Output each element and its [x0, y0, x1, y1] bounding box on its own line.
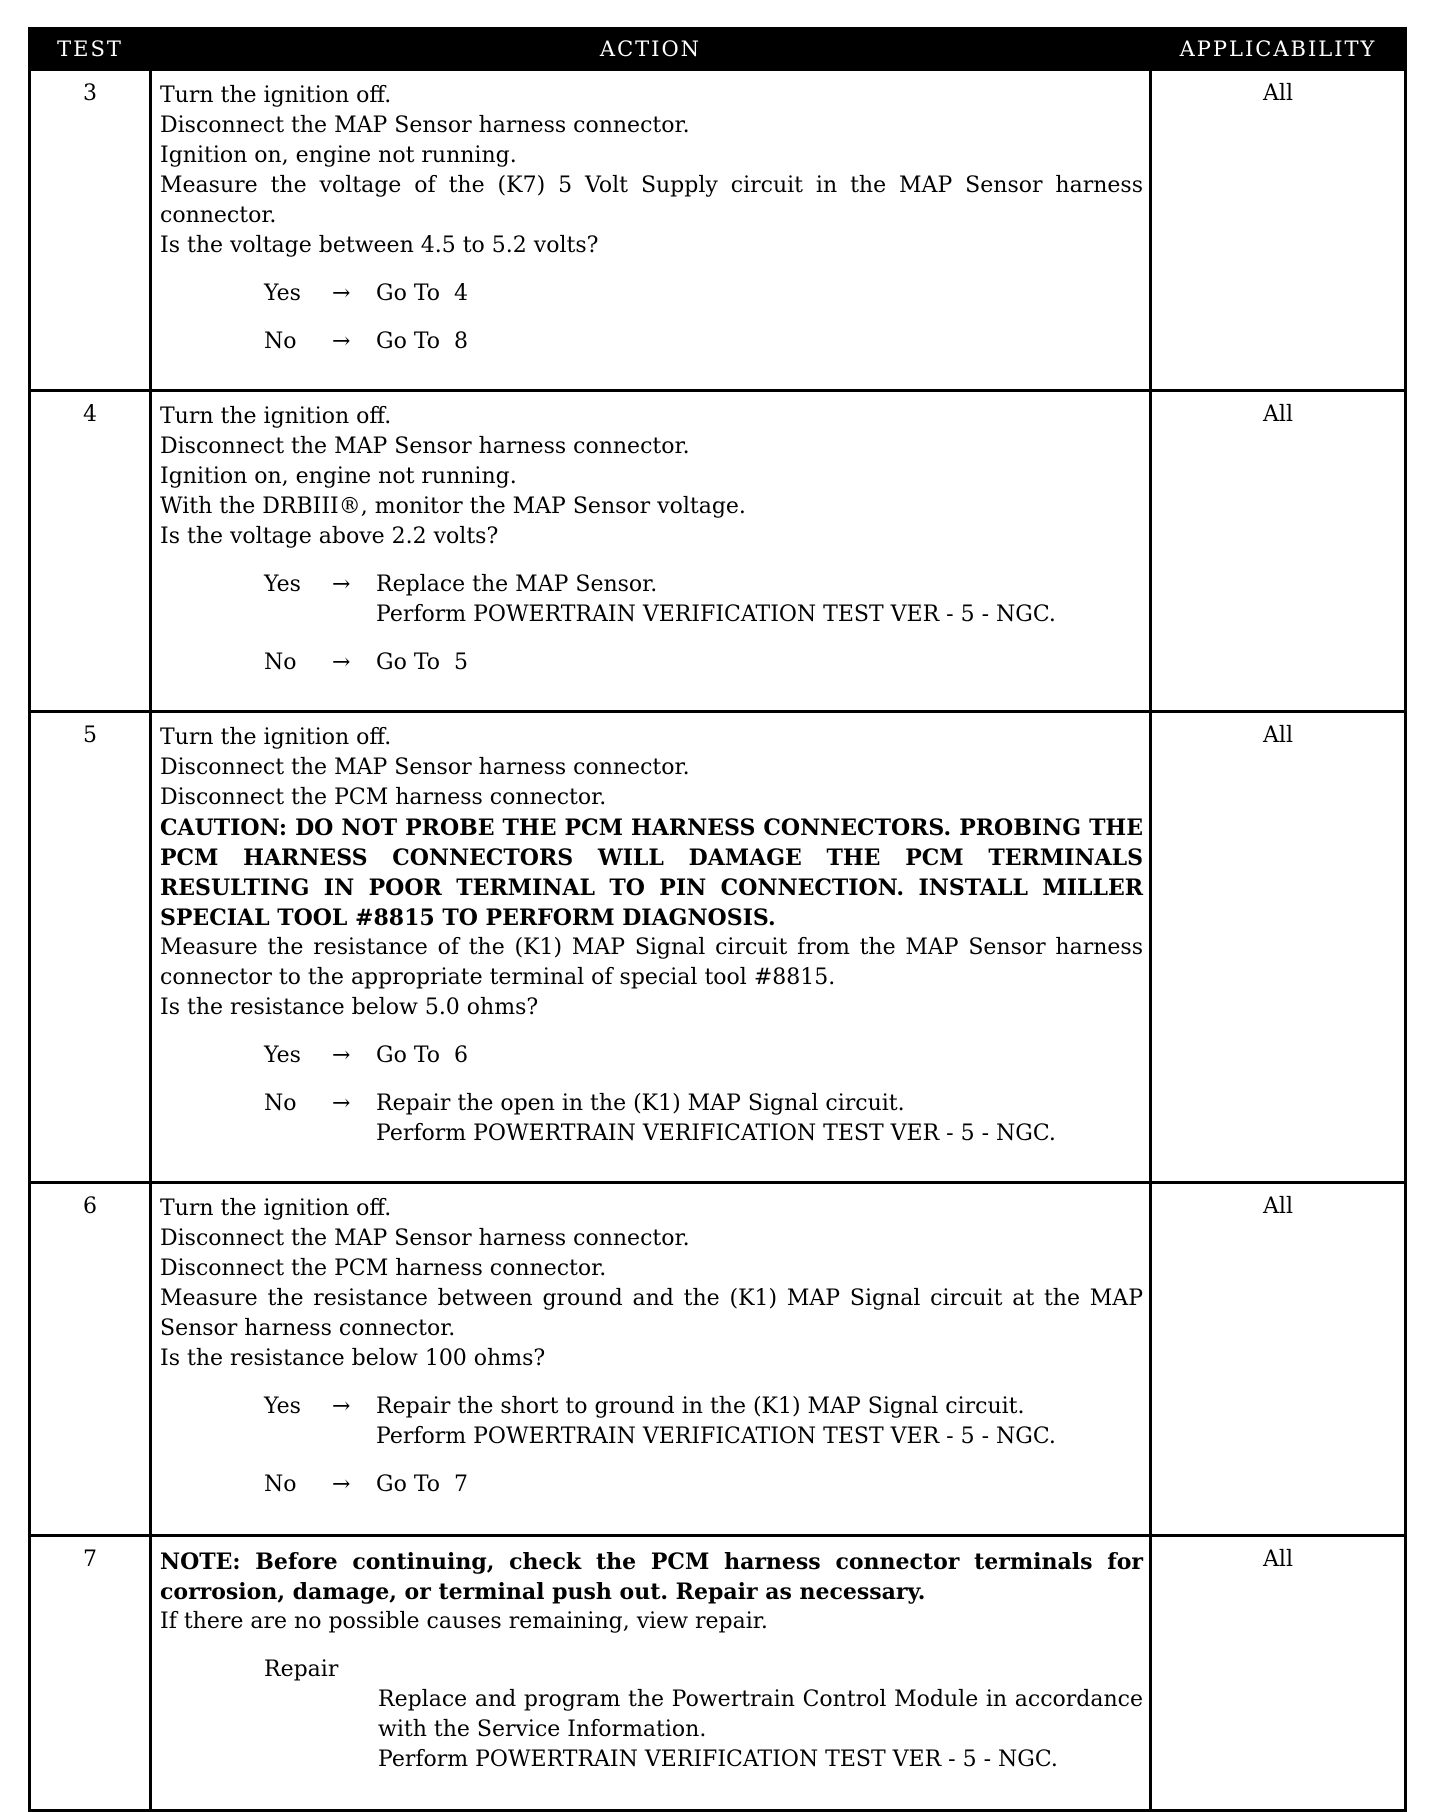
test-number: 7	[30, 1536, 151, 1811]
no-branch	[160, 327, 1143, 357]
branch-body	[376, 1089, 1143, 1149]
action-cell	[151, 391, 1151, 712]
no-label: No	[264, 1091, 297, 1116]
action-step: Disconnect the PCM harness connector.	[160, 785, 607, 810]
branch-body	[376, 1392, 1143, 1452]
yes-branch	[160, 570, 1143, 630]
applicability-cell: All	[1151, 1183, 1406, 1536]
action-step: Disconnect the MAP Sensor harness connector.	[160, 434, 690, 459]
test-number: 4	[30, 391, 151, 712]
repair-instruction: Replace and program the Powertrain Control Module in accordance with the Service Information.	[378, 1687, 1143, 1742]
note-text: NOTE: Before continuing, check the PCM harness connector terminals for corrosion, damage, or terminal push out. Repair as necessary.	[160, 1549, 1143, 1605]
action-step: Turn the ignition off.	[160, 1196, 392, 1221]
verification-instruction: Perform POWERTRAIN VERIFICATION TEST VER - 5 - NGC.	[376, 602, 1056, 627]
goto-text: Go To	[376, 650, 441, 675]
applicability-cell: All	[1151, 1536, 1406, 1811]
right-arrow-icon: →	[332, 1043, 351, 1068]
action-step: If there are no possible causes remaining, view repair.	[160, 1609, 768, 1634]
goto-target: 8	[454, 329, 469, 354]
test-number: 5	[30, 712, 151, 1183]
verification-instruction: Perform POWERTRAIN VERIFICATION TEST VER - 5 - NGC.	[378, 1747, 1058, 1772]
diagnostic-test-sheet	[28, 27, 1404, 1812]
action-question: Is the resistance below 5.0 ohms?	[160, 995, 539, 1020]
goto-text: Go To	[376, 1472, 441, 1497]
branch-body	[376, 570, 1143, 630]
right-arrow-icon: →	[332, 329, 351, 354]
action-step: Disconnect the MAP Sensor harness connector.	[160, 755, 690, 780]
goto-target: 6	[454, 1043, 469, 1068]
yes-branch	[160, 1041, 1143, 1071]
yes-label: Yes	[264, 281, 301, 306]
goto-link[interactable]	[376, 1470, 1143, 1500]
header-test: TEST	[30, 29, 151, 70]
repair-label: Repair	[264, 1657, 339, 1682]
goto-target: 5	[454, 650, 469, 675]
goto-link[interactable]	[376, 279, 1143, 309]
header-applicability: APPLICABILITY	[1151, 29, 1406, 70]
applicability-cell: All	[1151, 70, 1406, 391]
yes-label: Yes	[264, 1394, 301, 1419]
goto-target: 4	[454, 281, 469, 306]
no-label: No	[264, 1472, 297, 1497]
action-cell	[151, 1183, 1151, 1536]
test-number: 6	[30, 1183, 151, 1536]
action-question: Is the voltage between 4.5 to 5.2 volts?	[160, 233, 599, 258]
yes-branch	[160, 1392, 1143, 1452]
repair-body	[378, 1685, 1143, 1775]
goto-link[interactable]	[376, 648, 1143, 678]
goto-target: 7	[454, 1472, 469, 1497]
no-branch	[160, 1470, 1143, 1500]
test-number: 3	[30, 70, 151, 391]
right-arrow-icon: →	[332, 281, 351, 306]
diagnostic-table	[28, 27, 1407, 1812]
right-arrow-icon: →	[332, 572, 351, 597]
header-action: ACTION	[151, 29, 1151, 70]
action-step: With the DRBIII®, monitor the MAP Sensor voltage.	[160, 494, 746, 519]
action-step: Ignition on, engine not running.	[160, 143, 517, 168]
table-row	[30, 1536, 1406, 1811]
action-cell	[151, 1536, 1151, 1811]
table-row	[30, 712, 1406, 1183]
yes-label: Yes	[264, 572, 301, 597]
table-row	[30, 1183, 1406, 1536]
caution-text: CAUTION: DO NOT PROBE THE PCM HARNESS CONNECTORS. PROBING THE PCM HARNESS CONNECTORS WILL DAMAGE THE PCM TERMINALS RESULTING IN POOR TERMINAL TO PIN CONNECTION. INSTALL MILLER SPECIAL TOOL #8815 TO PERFORM DIAGNOSIS.	[160, 815, 1143, 931]
action-step: Turn the ignition off.	[160, 725, 392, 750]
table-row	[30, 70, 1406, 391]
action-step: Disconnect the PCM harness connector.	[160, 1256, 607, 1281]
goto-text: Go To	[376, 281, 441, 306]
table-row	[30, 391, 1406, 712]
yes-label: Yes	[264, 1043, 301, 1068]
action-step: Ignition on, engine not running.	[160, 464, 517, 489]
no-label: No	[264, 650, 297, 675]
no-branch	[160, 1089, 1143, 1149]
action-step: Measure the resistance between ground and the (K1) MAP Signal circuit at the MAP Sensor harness connector.	[160, 1286, 1143, 1341]
no-branch	[160, 648, 1143, 678]
repair-instruction: Repair the short to ground in the (K1) MAP Signal circuit.	[376, 1394, 1025, 1419]
goto-link[interactable]	[376, 327, 1143, 357]
goto-link[interactable]	[376, 1041, 1143, 1071]
action-step: Turn the ignition off.	[160, 83, 392, 108]
action-step: Turn the ignition off.	[160, 404, 392, 429]
no-label: No	[264, 329, 297, 354]
right-arrow-icon: →	[332, 1091, 351, 1116]
right-arrow-icon: →	[332, 1394, 351, 1419]
action-step: Measure the resistance of the (K1) MAP Signal circuit from the MAP Sensor harness connector to the appropriate terminal of special tool #8815.	[160, 935, 1143, 990]
goto-text: Go To	[376, 1043, 441, 1068]
goto-text: Go To	[376, 329, 441, 354]
action-cell	[151, 70, 1151, 391]
right-arrow-icon: →	[332, 650, 351, 675]
action-question: Is the resistance below 100 ohms?	[160, 1346, 546, 1371]
action-step: Disconnect the MAP Sensor harness connector.	[160, 113, 690, 138]
action-step: Measure the voltage of the (K7) 5 Volt Supply circuit in the MAP Sensor harness connector.	[160, 173, 1143, 228]
yes-branch	[160, 279, 1143, 309]
table-header-row	[30, 29, 1406, 70]
right-arrow-icon: →	[332, 1472, 351, 1497]
verification-instruction: Perform POWERTRAIN VERIFICATION TEST VER - 5 - NGC.	[376, 1424, 1056, 1449]
applicability-cell: All	[1151, 712, 1406, 1183]
action-cell	[151, 712, 1151, 1183]
repair-instruction: Repair the open in the (K1) MAP Signal circuit.	[376, 1091, 905, 1116]
action-question: Is the voltage above 2.2 volts?	[160, 524, 499, 549]
repair-instruction: Replace the MAP Sensor.	[376, 572, 658, 597]
verification-instruction: Perform POWERTRAIN VERIFICATION TEST VER - 5 - NGC.	[376, 1121, 1056, 1146]
applicability-cell: All	[1151, 391, 1406, 712]
action-step: Disconnect the MAP Sensor harness connector.	[160, 1226, 690, 1251]
